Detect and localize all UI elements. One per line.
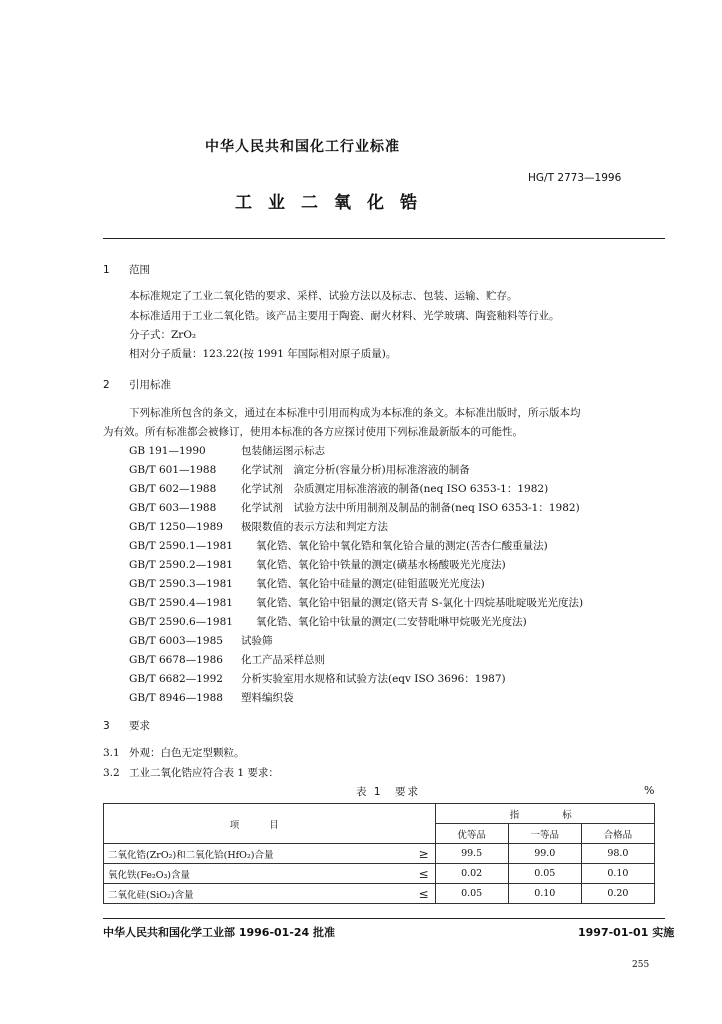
grade-header: 合格品 xyxy=(581,824,654,844)
grade-header: 优等品 xyxy=(435,824,508,844)
section-number: 1 xyxy=(103,264,110,276)
reference-code: GB/T 602—1988 xyxy=(129,483,217,495)
row-value: 0.05 xyxy=(435,884,508,904)
reference-title: 化工产品采样总则 xyxy=(241,654,325,666)
header-divider xyxy=(103,238,665,239)
section-title: 范围 xyxy=(129,264,150,276)
reference-code: GB/T 2590.6—1981 xyxy=(129,616,233,628)
table-row xyxy=(104,844,655,864)
clause-number: 3.1 xyxy=(103,747,120,759)
section-number: 2 xyxy=(103,379,110,391)
page-number: 255 xyxy=(632,960,650,970)
paragraph: 分子式：ZrO₂ xyxy=(129,329,197,341)
reference-item xyxy=(129,690,294,705)
reference-item xyxy=(129,671,506,686)
row-item-name: 二氧化硅(SiO₂)含量 xyxy=(104,884,413,904)
approval-statement: 中华人民共和国化学工业部 1996-01-24 批准 xyxy=(103,926,336,939)
reference-item xyxy=(129,595,583,610)
reference-title: 极限数值的表示方法和判定方法 xyxy=(241,521,388,533)
implementation-date: 1997-01-01 实施 xyxy=(578,926,675,939)
index-column-header: 指 标 xyxy=(435,804,654,824)
reference-title: 化学试剂 杂质测定用标准溶液的制备(neq ISO 6353-1：1982) xyxy=(241,483,549,495)
paragraph: 下列标准所包含的条文，通过在本标准中引用而构成为本标准的条文。本标准出版时，所示版本均 xyxy=(129,407,581,419)
reference-item xyxy=(129,462,470,477)
clause-3-2 xyxy=(103,765,279,780)
reference-code: GB/T 6682—1992 xyxy=(129,673,223,685)
reference-code: GB/T 1250—1989 xyxy=(129,521,223,533)
footer-divider xyxy=(103,918,665,919)
item-column-header: 项目 xyxy=(104,804,436,844)
row-item-name: 二氧化锆(ZrO₂)和二氧化铪(HfO₂)合量 xyxy=(104,844,413,864)
paragraph: 为有效。所有标准都会被修订，使用本标准的各方应探讨使用下列标准最新版本的可能性。 xyxy=(103,426,523,438)
requirements-table xyxy=(103,803,655,904)
reference-item xyxy=(129,576,485,591)
reference-title: 氧化锆、氧化铪中钛量的测定(二安替吡啉甲烷吸光光度法) xyxy=(256,616,527,628)
row-value: 99.5 xyxy=(435,844,508,864)
reference-title: 化学试剂 试验方法中所用制剂及制品的制备(neq ISO 6353-1：1982) xyxy=(241,502,580,514)
table-unit: % xyxy=(644,784,655,797)
row-value: 99.0 xyxy=(508,844,581,864)
table-header-row xyxy=(104,804,655,824)
clause-number: 3.2 xyxy=(103,767,120,779)
row-item-name: 氧化铁(Fe₂O₃)含量 xyxy=(104,864,413,884)
paragraph: 本标准适用于工业二氧化锆。该产品主要用于陶瓷、耐火材料、光学玻璃、陶瓷釉料等行业。 xyxy=(129,310,560,322)
reference-title: 氧化锆、氧化铪中铁量的测定(磺基水杨酸吸光光度法) xyxy=(256,559,506,571)
reference-code: GB/T 2590.3—1981 xyxy=(129,578,233,590)
reference-title: 氧化锆、氧化铪中铝量的测定(铬天青 S-氯化十四烷基吡啶吸光光度法) xyxy=(256,597,584,609)
reference-title: 化学试剂 滴定分析(容量分析)用标准溶液的制备 xyxy=(241,464,470,476)
paragraph: 相对分子质量：123.22(按 1991 年国际相对原子质量)。 xyxy=(129,348,397,360)
clause-text: 工业二氧化锆应符合表 1 要求： xyxy=(129,767,279,779)
grade-header: 一等品 xyxy=(508,824,581,844)
reference-item xyxy=(129,519,388,534)
table-caption: 表 1 要求 xyxy=(356,786,421,798)
section-number: 3 xyxy=(103,720,110,732)
row-value: 0.05 xyxy=(508,864,581,884)
row-relation: ≤ xyxy=(413,864,436,884)
table-row xyxy=(104,884,655,904)
reference-code: GB/T 2590.1—1981 xyxy=(129,540,233,552)
reference-code: GB/T 603—1988 xyxy=(129,502,217,514)
reference-item xyxy=(129,557,506,572)
row-relation: ≤ xyxy=(413,884,436,904)
reference-item xyxy=(129,538,548,553)
document-title: 工业二氧化锆 xyxy=(235,193,433,213)
reference-title: 氧化锆、氧化铪中硅量的测定(硅钼蓝吸光光度法) xyxy=(256,578,485,590)
reference-item xyxy=(129,500,580,515)
clause-text: 外观：白色无定型颗粒。 xyxy=(129,747,245,759)
reference-title: 包装储运图示标志 xyxy=(241,445,325,457)
paragraph: 本标准规定了工业二氧化锆的要求、采样、试验方法以及标志、包装、运输、贮存。 xyxy=(129,290,518,302)
reference-item xyxy=(129,614,527,629)
reference-title: 试验筛 xyxy=(241,635,273,647)
section-2-heading xyxy=(103,377,171,392)
row-value: 0.10 xyxy=(581,864,654,884)
reference-title: 氧化锆、氧化铪中氧化锆和氧化铪合量的测定(苦杏仁酸重量法) xyxy=(256,540,548,552)
reference-item xyxy=(129,652,325,667)
reference-code: GB 191—1990 xyxy=(129,445,206,457)
reference-code: GB/T 2590.4—1981 xyxy=(129,597,233,609)
section-3-heading xyxy=(103,718,150,733)
reference-title: 分析实验室用水规格和试验方法(eqv ISO 3696：1987) xyxy=(241,673,506,685)
row-value: 0.20 xyxy=(581,884,654,904)
section-title: 引用标准 xyxy=(129,379,171,391)
row-value: 0.02 xyxy=(435,864,508,884)
reference-code: GB/T 2590.2—1981 xyxy=(129,559,233,571)
reference-code: GB/T 6003—1985 xyxy=(129,635,223,647)
row-value: 98.0 xyxy=(581,844,654,864)
section-title: 要求 xyxy=(129,720,150,732)
clause-3-1 xyxy=(103,745,245,760)
standard-code: HG/T 2773—1996 xyxy=(528,172,622,184)
reference-title: 塑料编织袋 xyxy=(241,692,294,704)
reference-code: GB/T 601—1988 xyxy=(129,464,217,476)
reference-item xyxy=(129,481,548,496)
reference-code: GB/T 6678—1986 xyxy=(129,654,223,666)
issuing-authority: 中华人民共和国化工行业标准 xyxy=(205,139,400,155)
reference-item xyxy=(129,443,325,458)
reference-code: GB/T 8946—1988 xyxy=(129,692,223,704)
table-row xyxy=(104,864,655,884)
reference-item xyxy=(129,633,273,648)
row-relation: ≥ xyxy=(413,844,436,864)
row-value: 0.10 xyxy=(508,884,581,904)
section-1-heading xyxy=(103,262,150,277)
